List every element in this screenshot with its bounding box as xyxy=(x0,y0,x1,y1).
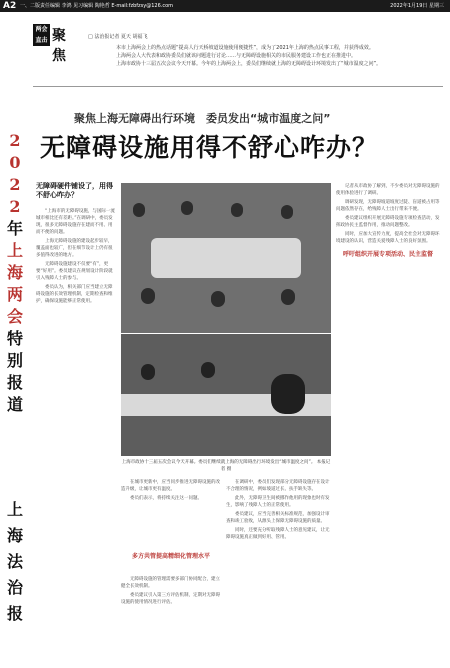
headline: 无障碍设施用得不舒心咋办？ xyxy=(40,133,379,162)
paragraph: 委员们表示，将持续关注这一问题。 xyxy=(130,496,202,501)
side-char: 会 xyxy=(6,307,23,326)
issue-date: 2022年1月19日 星期三 xyxy=(390,3,444,9)
right-section-title: 呼吁组织开展专项活动、民主监督 xyxy=(342,251,433,258)
side-char: 0 xyxy=(9,153,21,172)
meeting-photo-2 xyxy=(121,334,331,456)
paragraph: 无障碍设施的管理需要多部门协同配合，建立健全长效机制。 xyxy=(121,577,220,589)
side-char: 2 xyxy=(9,175,21,194)
subheadline: 聚焦上海无障碍出行环境 委员发出“城市温度之问” xyxy=(74,112,331,125)
photo-caption: 上海市政协十三届五次会议今天开幕。委员们继续就上海的无障碍出行环境发出“城市温度之问”。 本报记者 摄 xyxy=(121,460,331,472)
side-char: 2 xyxy=(9,197,21,216)
paragraph: 委员认为，相关部门应当建立无障碍设施的长效管理机制，定期检查和维护，确保设施能够正常使用。 xyxy=(36,285,113,304)
paragraph: 同时，应加大宣传力度，提高全社会对无障碍环境建设的认识，营造关爱残障人士的良好氛围。 xyxy=(336,232,440,244)
paragraph: 委员建议引入第三方评估机制，定期对无障碍设施的使用情况进行评估。 xyxy=(121,593,220,605)
intro-paragraph: 本市上海两会上的热点话题“提高人行天桥坡道设施使用便捷性”，成为了2021年上海的热点民事工程，并获得成效。 xyxy=(116,45,374,51)
mid-section-title: 多方共管提高精细化管理水平 xyxy=(131,553,210,560)
article-column-mid-3 xyxy=(121,576,221,658)
article-column-mid-1 xyxy=(121,479,221,547)
intro-block xyxy=(116,44,438,68)
paragraph: 同时，还要充分听取残障人士的意见建议，让无障碍设施真正做到好用、管用。 xyxy=(226,528,330,540)
side-char: 上 xyxy=(6,241,23,260)
logo-char: 海 xyxy=(6,526,23,545)
editor-info: 一、二版责任编辑 李鸿 见习编辑 陶艳哲 E-mail:fzbfzsy@126.com xyxy=(20,3,174,9)
side-char: 报 xyxy=(6,373,23,392)
paragraph: 此外，无障碍卫生间被挪作他用的现象也时有发生，影响了残障人士的正常使用。 xyxy=(226,496,330,508)
section-name: 聚焦 xyxy=(52,28,66,64)
paragraph: 在城市更新中，应当同步推进无障碍设施的改造升级，让城市更有温度。 xyxy=(121,480,220,492)
logo-char: 治 xyxy=(6,578,23,597)
article-column-mid-2 xyxy=(226,479,331,659)
paragraph: 委员建议，应当完善相关标准规范，加强设计审查和竣工验收，从源头上保障无障碍设施的质量。 xyxy=(226,512,330,524)
left-column xyxy=(0,12,30,668)
side-char: 海 xyxy=(6,263,23,282)
paragraph: 无障碍设施建设不仅要“有”，更要“好用”。委员建议在规划设计阶段就引入残障人士的参与。 xyxy=(36,262,113,281)
side-char: 年 xyxy=(6,219,23,238)
paragraph: 调研发现，无障碍坡道坡度过陡、盲道被占用等问题依然存在，给残障人士出行带来不便。 xyxy=(336,200,440,212)
logo-char: 报 xyxy=(6,604,23,623)
paragraph: 上海无障碍设施的建设起步较早，覆盖面也较广，但在细节设计上仍有很多值得改进的地方。 xyxy=(36,239,113,258)
side-char: 特 xyxy=(6,329,23,348)
meeting-photo-1 xyxy=(121,183,331,333)
paragraph: 在调研中，委员们发现部分无障碍设施存在设计不合理的情况，例如坡道过长、扶手缺失等。 xyxy=(226,480,330,492)
column-title: 无障碍硬件铺设了，用得不舒心咋办？ xyxy=(36,182,113,199)
divider xyxy=(33,86,443,87)
newspaper-logo xyxy=(5,497,25,627)
byline: □ 法治报记者 夏天 胡福飞 xyxy=(88,34,148,40)
special-report-vertical-title xyxy=(5,130,25,416)
side-char: 道 xyxy=(6,395,23,414)
page-number: A2 xyxy=(3,1,17,11)
section-brand xyxy=(33,24,77,64)
side-char: 别 xyxy=(6,351,23,370)
side-char: 2 xyxy=(9,131,21,150)
paragraph: 记者从市政协了解到，不少委员对无障碍设施的使用体验进行了调研。 xyxy=(336,184,440,196)
logo-char: 上 xyxy=(6,500,23,519)
section-box: 两会直击 xyxy=(33,24,50,46)
page-header-bar xyxy=(0,0,450,12)
logo-char: 法 xyxy=(6,552,23,571)
paragraph: “上海市的无障碍设施，与国际一流城市相比还有差距。”在调研中，委员发现，很多无障碍设施存在建而不用、用而不便的问题。 xyxy=(36,209,115,235)
article-column-1 xyxy=(36,208,116,658)
intro-paragraph: 上海两会人大代表和政协委员们就该问题进行讨论……与无障碍设施相关的市民服务建设工作也正在推进中。 xyxy=(116,53,357,59)
side-char: 两 xyxy=(6,285,23,304)
intro-paragraph: 上海市政协十三届五次会议今天开幕。今年的上海两会上，委员们继续就上海的无障碍设计环境发出了“城市温度之问”。 xyxy=(116,61,382,67)
paragraph: 委员建议组织开展无障碍设施专项检查活动，发挥政协民主监督作用，推动问题整改。 xyxy=(336,216,440,228)
